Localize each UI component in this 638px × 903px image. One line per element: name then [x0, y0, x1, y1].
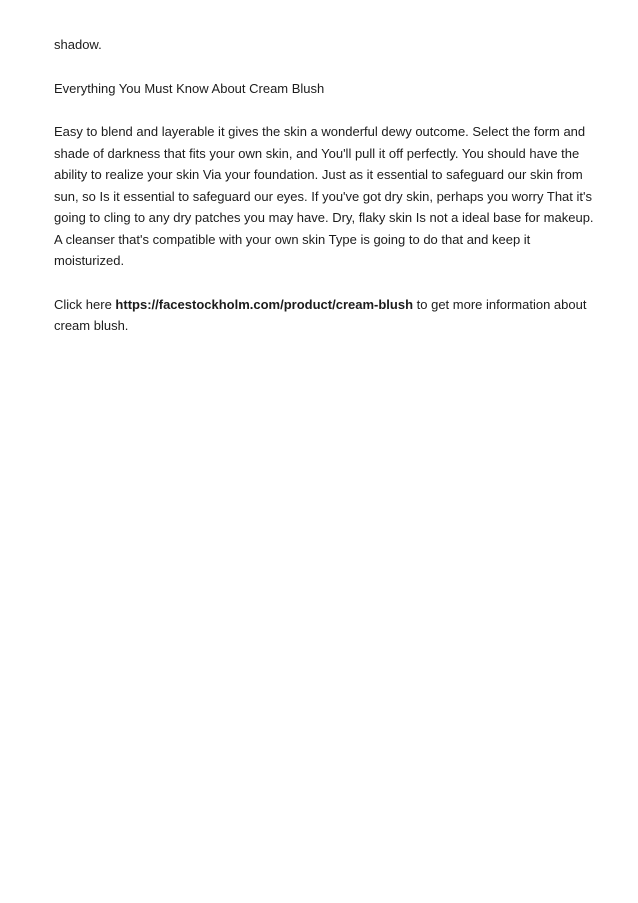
- body-paragraph: Easy to blend and layerable it gives the skin a wonderful dewy outcome. Select the form and shade of darkness that fits your own skin, and You'll pull it off perfectly. You should have the ability to realize your skin Via your foundation. Just as it essential to safeguard our skin from sun, so Is it essential to safeguard our eyes. If you've got dry skin, perhaps you worry That it's going to cling to any dry patches you may have. Dry, flaky skin Is not a ideal base for makeup. A cleanser that's compatible with your own skin Type is going to do that and keep it moisturized.: [54, 124, 594, 268]
- cta-paragraph: [54, 294, 594, 337]
- cta-prefix: Click here: [54, 296, 116, 312]
- cta-suffix: to get more information about cream blush.: [54, 296, 587, 333]
- document-page: [54, 34, 594, 359]
- product-link[interactable]: https://facestockholm.com/product/cream-blush: [115, 296, 414, 312]
- section-heading: Everything You Must Know About Cream Blush: [54, 80, 325, 96]
- fragment-line: shadow.: [54, 37, 102, 52]
